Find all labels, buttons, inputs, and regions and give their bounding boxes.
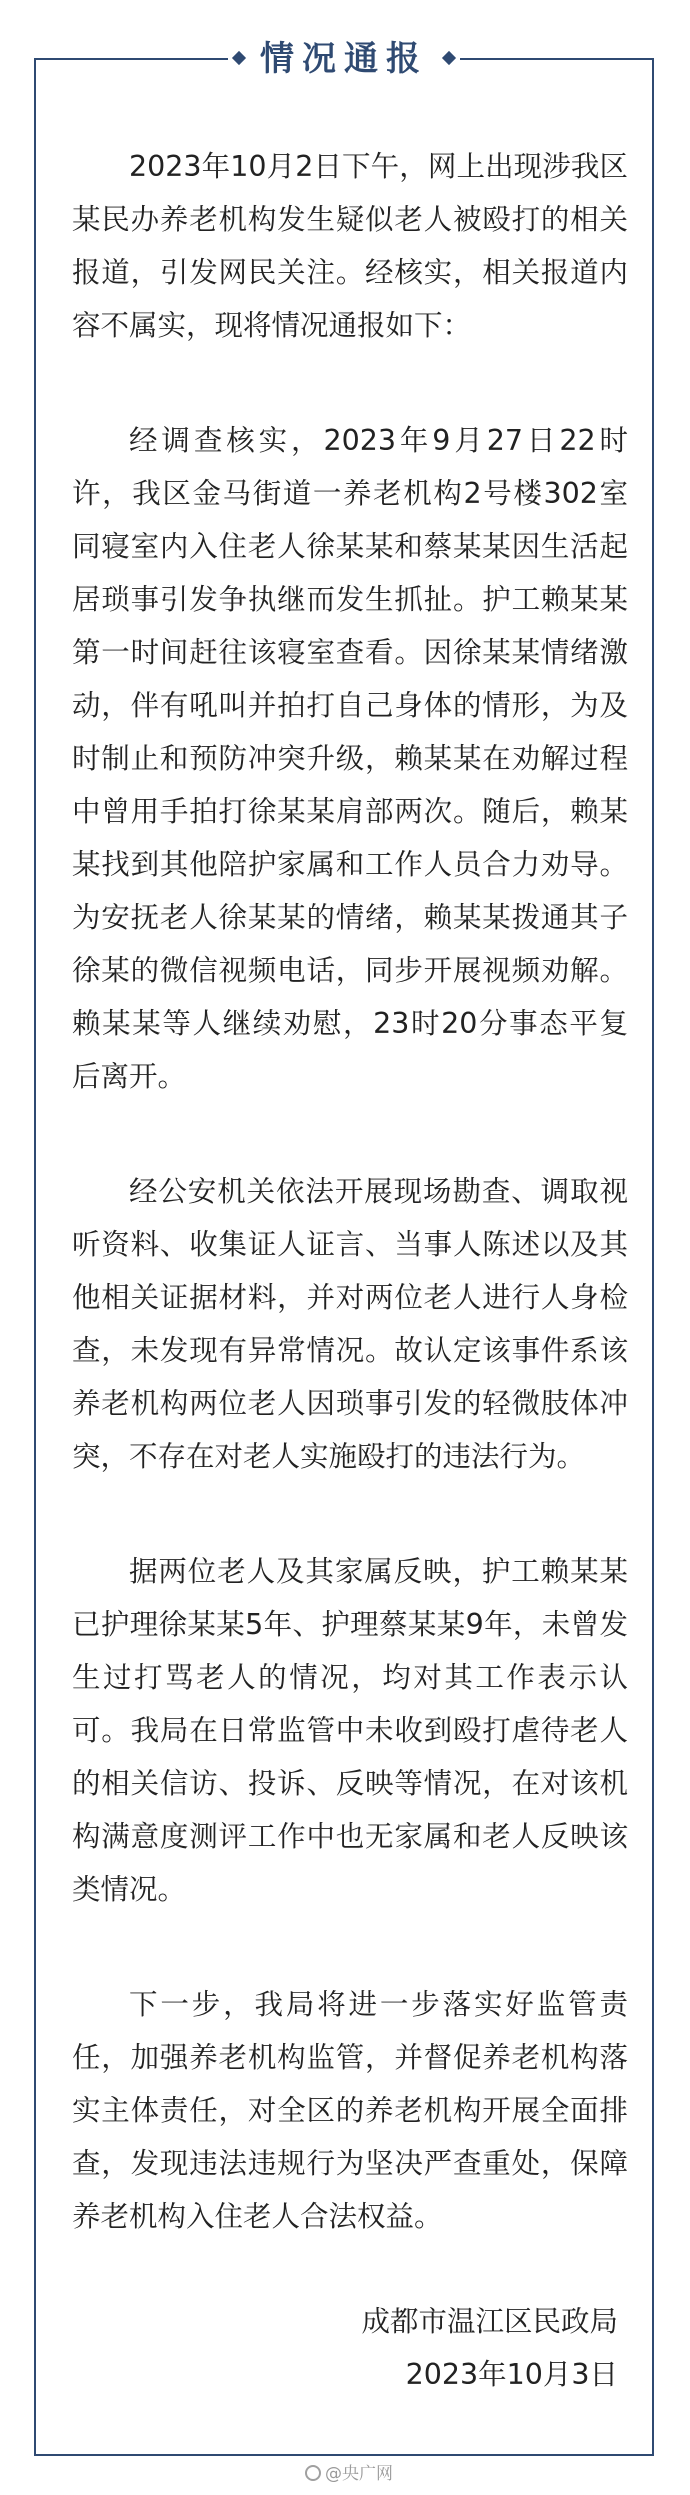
watermark [305,2462,393,2486]
paragraph-intro: 2023年10月2日下午，网上出现涉我区某民办养老机构发生疑似老人被殴打的相关报道，引发网民关注。经核实，相关报道内容不属实，现将情况通报如下： [72,150,628,342]
signature-date: 2023年10月3日 [405,2358,618,2391]
watermark-text: @央广网 [325,2464,393,2484]
paragraph-family-feedback: 据两位老人及其家属反映，护工赖某某已护理徐某某5年、护理蔡某某9年，未曾发生过打骂老人的情况，均对其工作表示认可。我局在日常监管中未收到殴打虐待老人的相关信访、投诉、反映等情况，在对该机构满意度测评工作中也无家属和老人反映该类情况。 [72,1555,628,1906]
header-rule-right [460,58,654,60]
header-rule-left [34,58,228,60]
diamond-ornament-icon [442,51,456,65]
document-body [72,140,628,2305]
document-title: 情况通报 [260,39,428,79]
document-header [34,34,654,84]
paragraph-police-findings: 经公安机关依法开展现场勘查、调取视听资料、收集证人证言、当事人陈述以及其他相关证据材料，并对两位老人进行人身检查，未发现有异常情况。故认定该事件系该养老机构两位老人因琐事引发的轻微肢体冲突，不存在对老人实施殴打的违法行为。 [72,1175,628,1473]
paragraph-investigation: 经调查核实，2023年9月27日22时许，我区金马街道一养老机构2号楼302室同寝室内入住老人徐某某和蔡某某因生活起居琐事引发争执继而发生抓扯。护工赖某某第一时间赶往该寝室查看。因徐某某情绪激动，伴有吼叫并拍打自己身体的情形，为及时制止和预防冲突升级，赖某某在劝解过程中曾用手拍打徐某某肩部两次。随后，赖某某找到其他陪护家属和工作人员合力劝导。为安抚老人徐某某的情绪，赖某某拨通其子徐某的微信视频电话，同步开展视频劝解。赖某某等人继续劝慰，23时20分事态平复后离开。 [72,424,628,1093]
signature-org: 成都市温江区民政局 [361,2305,618,2338]
weibo-icon [305,2465,321,2481]
paragraph-next-steps: 下一步，我局将进一步落实好监管责任，加强养老机构监管，并督促养老机构落实主体责任，对全区的养老机构开展全面排查，发现违法违规行为坚决严查重处，保障养老机构入住老人合法权益。 [72,1988,628,2233]
diamond-ornament-icon [232,51,246,65]
signature-block [361,2295,618,2401]
